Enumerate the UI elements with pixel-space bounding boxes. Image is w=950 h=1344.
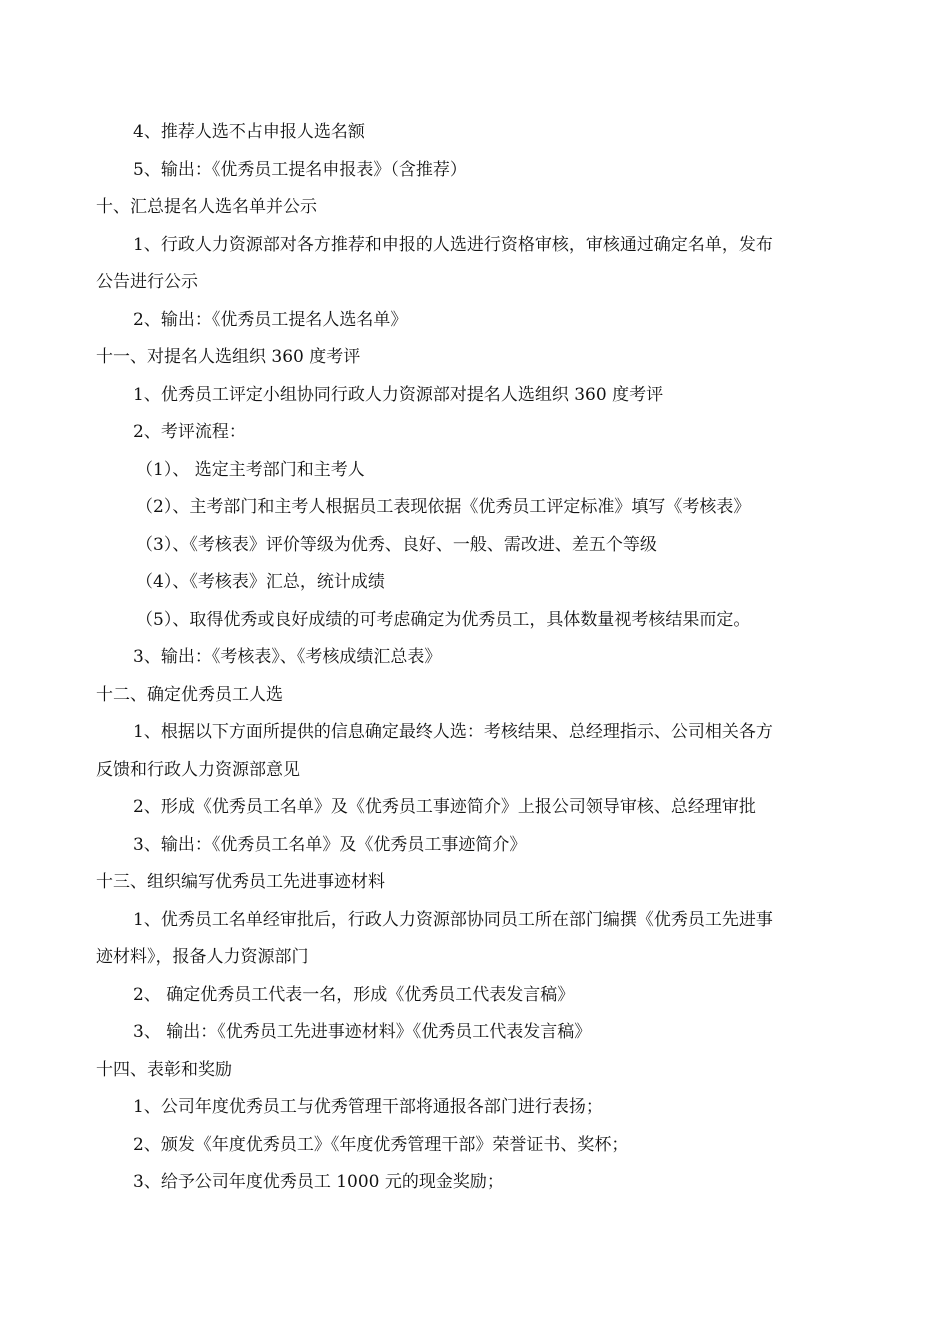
section-heading: 十、汇总提名人选名单并公示 (96, 197, 317, 217)
list-item: 1、行政人力资源部对各方推荐和申报的人选进行资格审核，审核通过确定名单，发布 (133, 234, 773, 255)
sub-list-item: （4）、《考核表》汇总，统计成绩 (136, 572, 385, 592)
sub-list-item: （5）、取得优秀或良好成绩的可考虑确定为优秀员工，具体数量视考核结果而定。 (136, 609, 751, 630)
document-body (96, 114, 856, 1202)
list-item: 2、颁发《年度优秀员工》《年度优秀管理干部》荣誉证书、奖杯； (133, 1134, 629, 1155)
list-item: 1、优秀员工名单经审批后，行政人力资源部协同员工所在部门编撰《优秀员工先进事 (133, 909, 773, 930)
list-item: 3、 输出：《优秀员工先进事迹材料》《优秀员工代表发言稿》 (133, 1022, 592, 1042)
list-item: 3、输出：《考核表》、《考核成绩汇总表》 (133, 647, 442, 667)
list-item: 3、输出：《优秀员工名单》及《优秀员工事迹简介》 (133, 834, 527, 855)
list-item: 2、输出：《优秀员工提名人选名单》 (133, 309, 408, 330)
list-item-continuation: 反馈和行政人力资源部意见 (96, 759, 300, 780)
list-item-continuation: 迹材料》，报备人力资源部门 (96, 947, 309, 967)
list-item: 1、根据以下方面所提供的信息确定最终人选：考核结果、总经理指示、公司相关各方 (133, 722, 773, 742)
list-item: 2、形成《优秀员工名单》及《优秀员工事迹简介》上报公司领导审核、总经理审批 (133, 797, 756, 817)
list-item: 4、推荐人选不占申报人选名额 (133, 122, 365, 142)
list-item-continuation: 公告进行公示 (96, 272, 198, 292)
list-item: 5、输出：《优秀员工提名申报表》（含推荐） (133, 159, 467, 180)
sub-list-item: （3）、《考核表》评价等级为优秀、良好、一般、需改进、差五个等级 (136, 534, 657, 555)
list-item: 3、给予公司年度优秀员工 1000 元的现金奖励； (133, 1172, 504, 1192)
list-item: 1、优秀员工评定小组协同行政人力资源部对提名人选组织 360 度考评 (133, 384, 664, 405)
sub-list-item: （1）、 选定主考部门和主考人 (136, 459, 365, 480)
section-heading: 十二、确定优秀员工人选 (96, 684, 283, 705)
list-item: 2、考评流程： (133, 422, 246, 442)
list-item: 2、 确定优秀员工代表一名，形成《优秀员工代表发言稿》 (133, 984, 575, 1005)
section-heading: 十四、表彰和奖励 (96, 1059, 232, 1080)
list-item: 1、公司年度优秀员工与优秀管理干部将通报各部门进行表扬； (133, 1097, 603, 1117)
section-heading: 十一、对提名人选组织 360 度考评 (96, 347, 361, 367)
sub-list-item: （2）、主考部门和主考人根据员工表现依据《优秀员工评定标准》填写《考核表》 (136, 497, 751, 517)
section-heading: 十三、组织编写优秀员工先进事迹材料 (96, 872, 385, 892)
